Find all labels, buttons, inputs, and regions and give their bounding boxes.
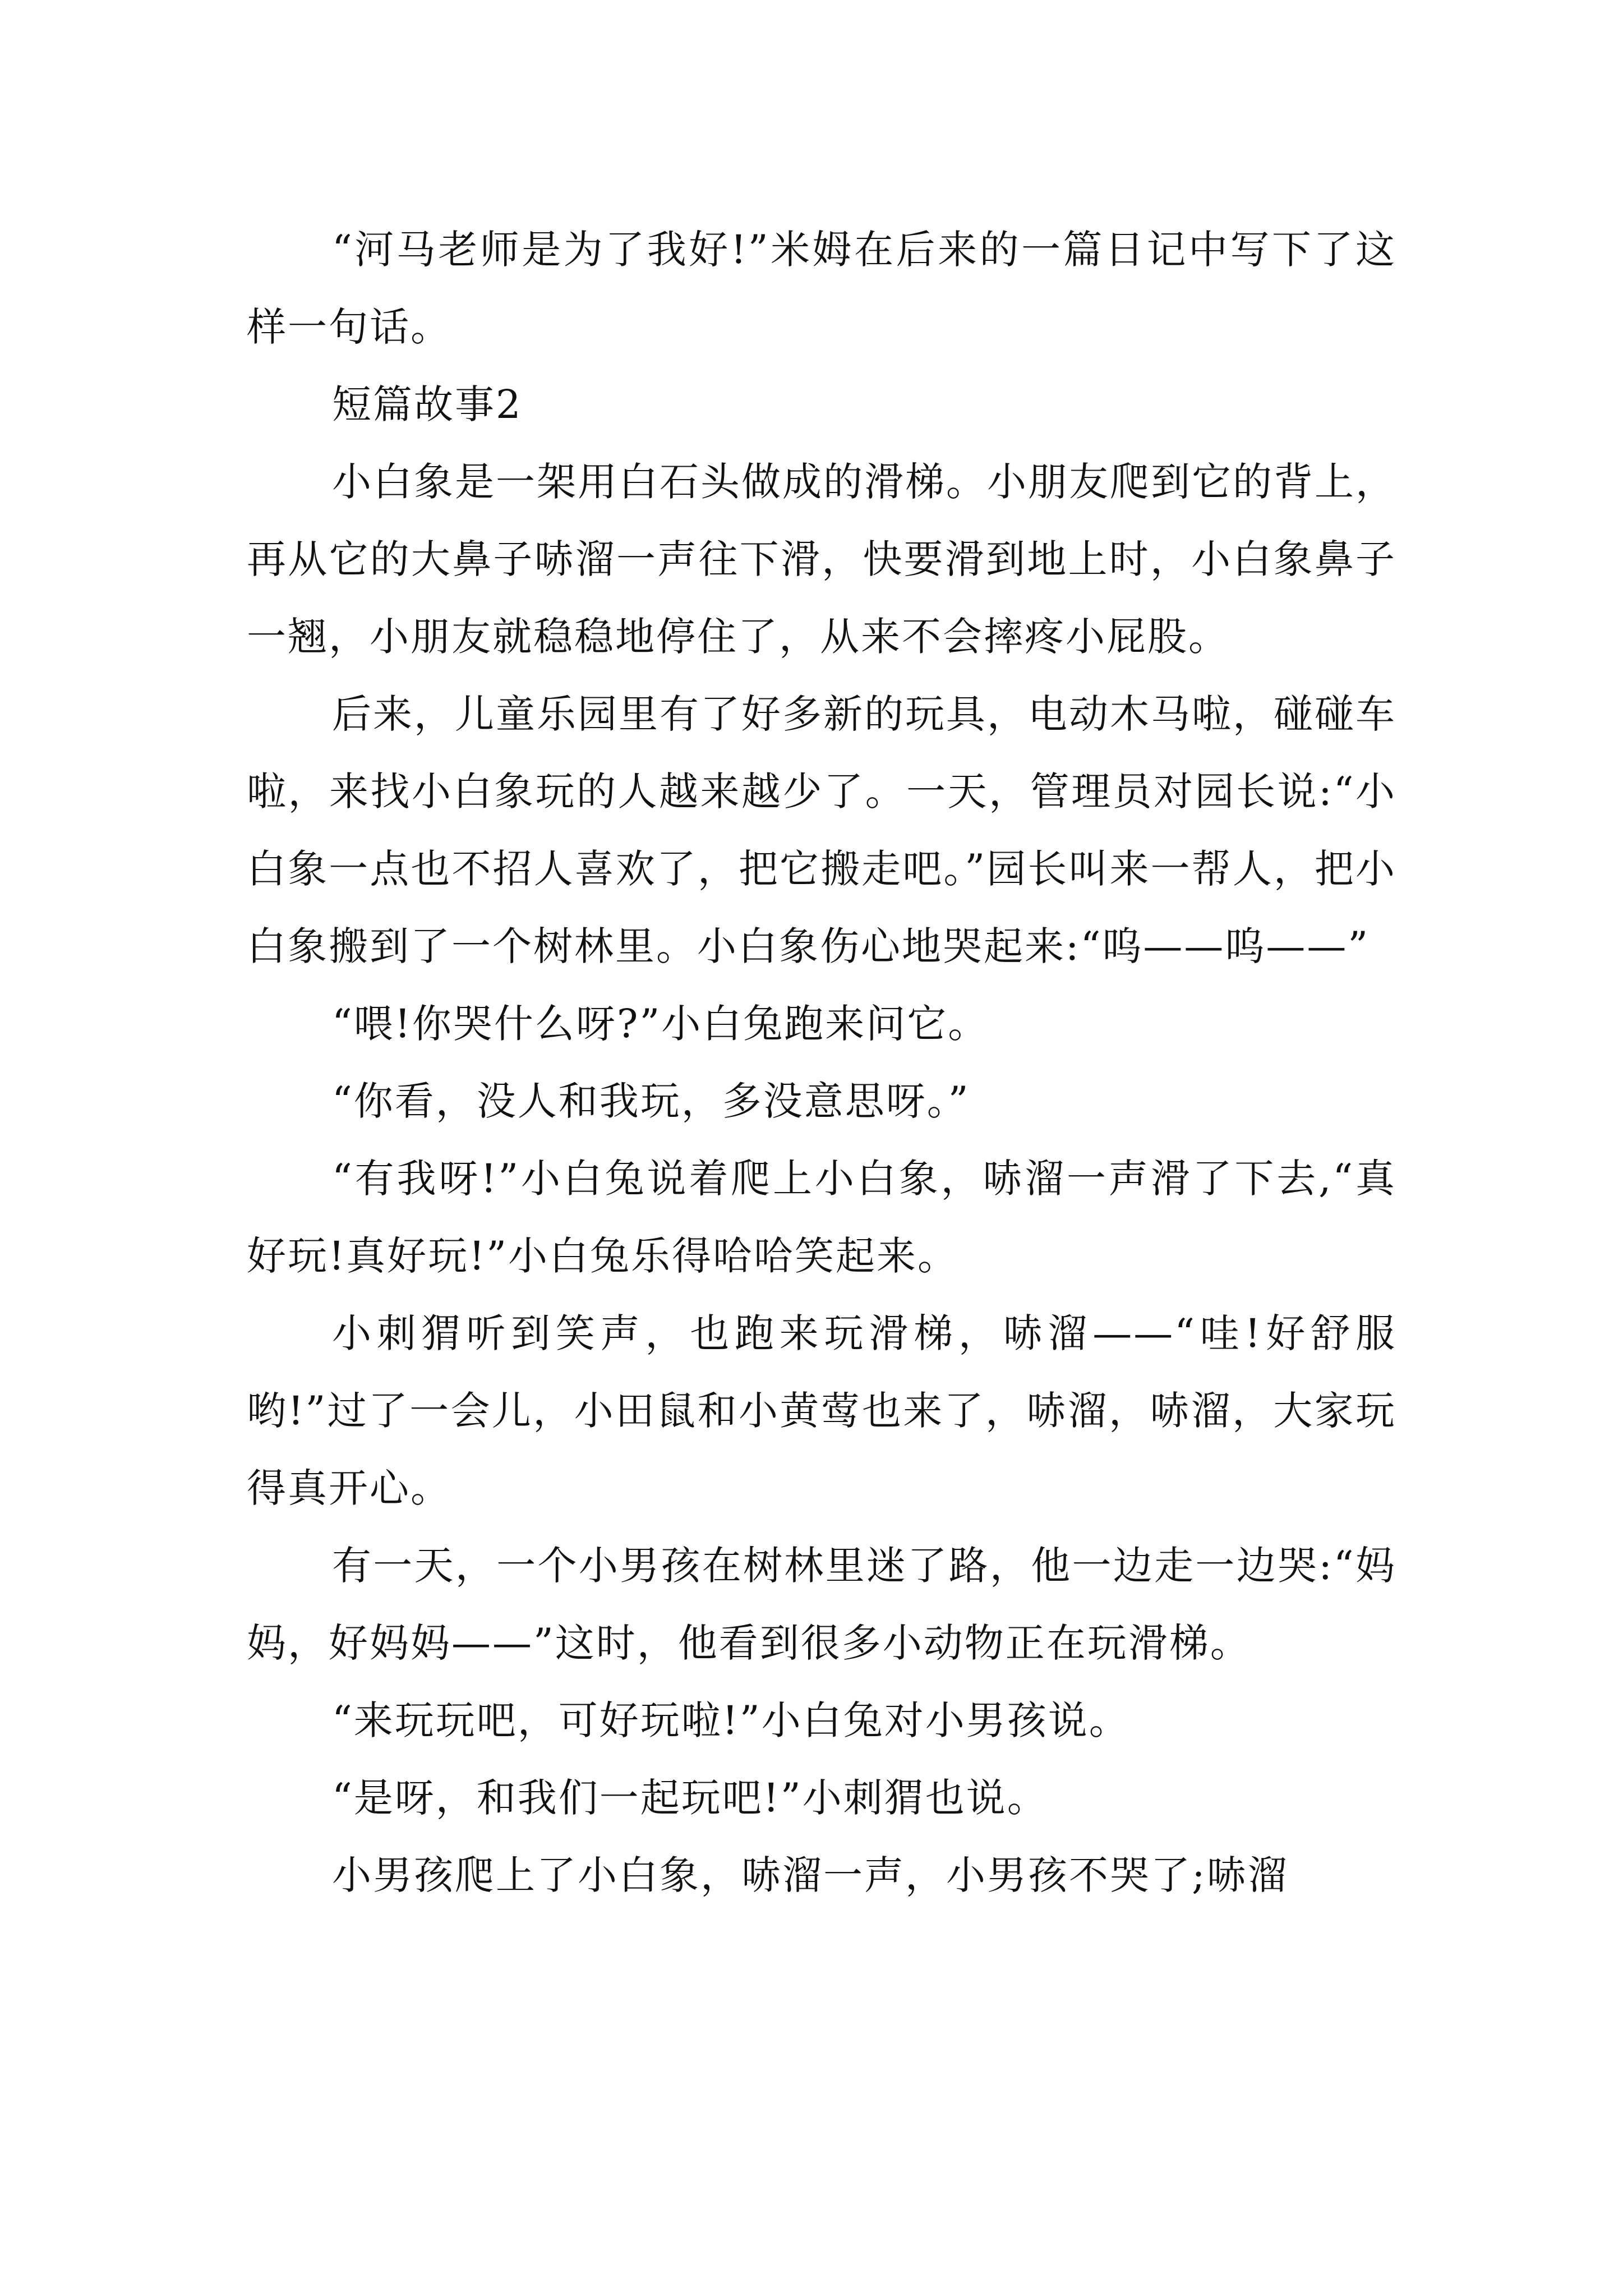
paragraph-friends-join: 小刺猬听到笑声，也跑来玩滑梯，哧溜——“哇!好舒服哟!”过了一会儿，小田鼠和小黄莺也来了，哧溜，哧溜，大家玩得真开心。 [247,1310,1396,1511]
paragraph-rabbit-plays: “有我呀!”小白兔说着爬上小白象，哧溜一声滑了下去,“真好玩!真好玩!”小白兔乐得哈哈笑起来。 [247,1156,1396,1279]
paragraph-diary-quote: “河马老师是为了我好!”米姆在后来的一篇日记中写下了这样一句话。 [247,227,1396,350]
section-heading: 短篇故事2 [332,381,523,427]
paragraph-rabbit-invites: “来玩玩吧，可好玩啦!”小白兔对小男孩说。 [332,1697,1130,1743]
paragraph-hedgehog-invites: “是呀，和我们一起玩吧!”小刺猬也说。 [332,1775,1048,1821]
paragraph-rabbit-asks: “喂!你哭什么呀?”小白兔跑来问它。 [332,1001,989,1047]
story-text [247,211,1396,1914]
paragraph-slide-intro: 小白象是一架用白石头做成的滑梯。小朋友爬到它的背上，再从它的大鼻子哧溜一声往下滑，快要滑到地上时，小白象鼻子一翘，小朋友就稳稳地停住了，从来不会摔疼小屁股。 [247,459,1396,660]
paragraph-moved-to-forest: 后来，儿童乐园里有了好多新的玩具，电动木马啦，碰碰车啦，来找小白象玩的人越来越少了。一天，管理员对园长说:“小白象一点也不招人喜欢了，把它搬走吧。”园长叫来一帮人，把小白象搬到了一个树林里。小白象伤心地哭起来:“呜——呜——” [247,691,1396,969]
paragraph-lost-boy: 有一天，一个小男孩在树林里迷了路，他一边走一边哭:“妈妈，好妈妈——”这时，他看到很多小动物正在玩滑梯。 [247,1543,1396,1666]
paragraph-elephant-replies: “你看，没人和我玩，多没意思呀。” [332,1078,970,1124]
paragraph-boy-slides: 小男孩爬上了小白象，哧溜一声，小男孩不哭了;哧溜 [332,1852,1289,1898]
